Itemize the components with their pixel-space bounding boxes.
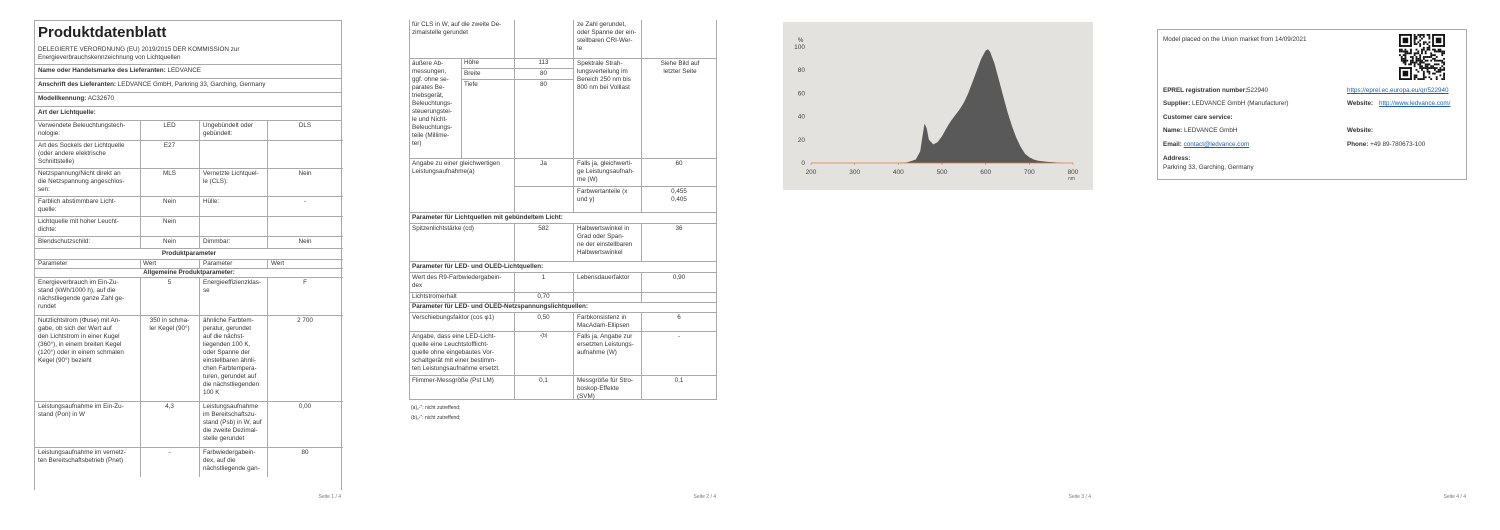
- text-line: Falls ja, gleichwerti-: [577, 160, 633, 167]
- text-line: triebsgerät,: [412, 92, 444, 99]
- text-line: ze Zahl gerundet,: [577, 21, 627, 28]
- care-name-row: Name: LEDVANCE GmbH: [1163, 127, 1238, 134]
- replacement-label: [412, 333, 500, 373]
- peak-intensity-value: 582: [538, 225, 549, 232]
- lifetime-value: 0,90: [672, 274, 686, 281]
- directional-heading: Parameter für Lichtquellen mit gebündeltem Licht:: [412, 214, 563, 221]
- param-cell: -: [168, 449, 171, 456]
- text-line: Leistungsaufnahme(a): [412, 168, 475, 175]
- y-tick-label: 20: [797, 136, 805, 144]
- text-line: quelle eine Leuchtstofflicht-: [412, 341, 489, 348]
- eprel-number: 522940: [1247, 87, 1269, 94]
- text-line: für CLS in W, auf die zweite De-: [412, 21, 502, 28]
- text-line: Halbwertswinkel in: [577, 225, 630, 232]
- param-cell: F: [303, 279, 307, 286]
- column-header: Parameter: [203, 260, 233, 267]
- text-line: MacAdam-Ellipsen: [577, 322, 630, 329]
- text-line: letzter Seite: [663, 68, 697, 75]
- text-line: parates Be-: [412, 84, 445, 91]
- supplier-row: Supplier: LEDVANCE GmbH (Manufacturer): [1163, 100, 1289, 107]
- text-line: steuerungstei-: [412, 108, 452, 115]
- param-cell: Farbwiedergabein- dex, auf die nächstliegende gan-: [203, 449, 260, 472]
- replacement-power-value: -: [677, 333, 681, 340]
- replacement-value: -(b): [539, 333, 548, 339]
- type-row: Verwendete Beleuchtungstech- nologie: LED Ungebündelt oder gebündelt: DLS: [35, 120, 343, 140]
- param-cell: 4,3: [165, 403, 174, 410]
- website-link[interactable]: http://www.ledvance.com/: [1379, 100, 1451, 107]
- text-line: stellbaren CRI-Wer-: [577, 37, 633, 44]
- text-line: quelle ohne eingebautes Vor-: [412, 349, 494, 356]
- text-line: und y): [577, 196, 595, 203]
- equivalent-value: Ja: [540, 160, 547, 167]
- type-row: Farblich abstimmbare Licht- quelle: Nein Hülle: -: [35, 196, 343, 216]
- page-number: Seite 1 / 4: [318, 494, 341, 500]
- page-1: [0, 0, 375, 530]
- page-4: [1125, 0, 1500, 530]
- lifetime-label: Lebensdauerfaktor: [577, 274, 630, 281]
- text-line: ge Leistungsaufnah-: [577, 168, 635, 175]
- type-row: Blendschutzschild: Nein Dimmbar: Nein: [35, 236, 343, 248]
- equivalent-power-watt-value: 60: [675, 160, 683, 167]
- r9-label: [412, 274, 501, 290]
- type-row: Lichtquelle mit hoher Leucht- dichte: Nein: [35, 216, 343, 236]
- eprel-link[interactable]: https://eprel.ec.europa.eu/qr/522940: [1347, 87, 1449, 94]
- column-header: Wert: [271, 260, 285, 267]
- email-link[interactable]: contact@ledvance.com: [1183, 141, 1250, 148]
- general-parameters-heading: Allgemeine Produktparameter:: [143, 269, 235, 276]
- dimension-value: 80: [539, 70, 547, 77]
- text-line: Beleuchtungs-: [412, 100, 453, 107]
- y-unit-label: %: [798, 38, 804, 44]
- eprel-label: EPREL registration number:: [1163, 87, 1248, 94]
- text-line: Halbwertswinkel: [577, 249, 623, 256]
- param-cell: Energieverbrauch im Ein-Zu- stand (kWh/1000 h), auf die nächstliegende ganze Zahl ge- rundet: [38, 279, 125, 310]
- x-tick-label: 300: [849, 169, 861, 176]
- phone-row: Phone: +49 89-780673-100: [1347, 141, 1426, 148]
- param-cell: 80: [301, 449, 309, 456]
- dimensions-label: [412, 60, 452, 148]
- page-number: Seite 2 / 4: [693, 494, 716, 500]
- text-line: Messgröße für Stro-: [577, 377, 633, 384]
- text-line: ne der einstellbaren: [577, 241, 633, 248]
- y-tick-label: 100: [794, 44, 805, 51]
- text-line: Wert des R9-Farbwiedergabein-: [412, 274, 502, 281]
- column-header: Wert: [143, 260, 157, 267]
- equivalent-power-label: [412, 160, 500, 176]
- x-tick-label: 800: [1067, 169, 1079, 176]
- datasheet-frame: [34, 20, 342, 490]
- column-header: Parameter: [38, 260, 68, 267]
- spectral-label: [577, 60, 631, 92]
- market-date: Model placed on the Union market from 14/09/2021: [1163, 36, 1307, 43]
- flicker-value: 0,1: [539, 377, 548, 384]
- dimension-value: 113: [538, 59, 549, 66]
- spectral-value: [645, 60, 715, 76]
- cls-power-label: [412, 21, 501, 37]
- y-tick-label: 0: [801, 160, 805, 167]
- supplier-row: Name oder Handelsmarke des Lieferanten: LEDVANCE: [38, 67, 201, 74]
- text-line: Farbwertanteile (x: [577, 188, 628, 195]
- x-tick-label: 600: [980, 169, 992, 176]
- param-cell: 5: [167, 279, 172, 286]
- text-line: oder Spanne der ein-: [577, 29, 637, 36]
- mains-heading: Parameter für LED- und OLED-Netzspannungslichtquellen:: [412, 303, 588, 310]
- model-row: Modellkennung: AC32670: [38, 95, 114, 102]
- text-line: zimalstelle gerundet: [412, 29, 469, 36]
- y-tick-label: 60: [797, 90, 805, 98]
- text-line: schaltgerät mit einer bestimm-: [412, 357, 497, 364]
- text-line: Angabe, dass eine LED-Licht-: [412, 333, 496, 340]
- address-row: Anschrift des Lieferanten: LEDVANCE GmbH, Parkring 33, Garching, Germany: [38, 81, 266, 88]
- type-row: Netzspannung/Nicht direkt an die Netzspannung angeschlos- sen: MLS Vernetzte Lichtquel- le (CLS): Nein: [35, 168, 343, 196]
- text-line: ggf. ohne se-: [412, 76, 449, 83]
- text-line: dex: [412, 282, 423, 289]
- text-line: 0,405: [671, 196, 687, 203]
- type-row: Art des Sockels der Lichtquelle (oder andere elektrische Schnittstelle) E27: [35, 140, 343, 168]
- x-unit-label: nm: [1068, 176, 1075, 182]
- page-2: [375, 0, 750, 530]
- address-value: Parkring 33, Garching, Germany: [1163, 164, 1254, 171]
- page2-table: [409, 20, 717, 400]
- x-tick-label: 500: [936, 169, 948, 176]
- param-cell: Leistungsaufnahme im Bereitschaftszu- stand (Psb) in W, auf die zweite Dezimal- stelle gerundet: [203, 403, 262, 442]
- chromaticity-values: [641, 188, 717, 204]
- param-cell: 0,00: [298, 403, 312, 410]
- text-line: Falls ja, Angabe zur: [577, 333, 633, 340]
- x-tick-label: 700: [1023, 169, 1035, 176]
- dimension-value: 80: [539, 81, 547, 88]
- x-tick-label: 200: [805, 169, 817, 176]
- param-cell: Energieeffizienzklas- se: [203, 279, 261, 294]
- text-line: ter): [412, 140, 422, 147]
- text-line: 800 nm bei Volllast: [577, 84, 630, 91]
- chromaticity-label: [577, 188, 627, 204]
- maintenance-value: 0,70: [537, 293, 550, 300]
- text-line: (SVM): [577, 393, 595, 400]
- x-tick-label: 400: [892, 169, 904, 176]
- text-line: Bereich 250 nm bis: [577, 76, 631, 83]
- color-consistency-label: [577, 314, 630, 330]
- product-parameters-heading: Produktparameter: [161, 250, 217, 257]
- text-line: Grad oder Span-: [577, 233, 624, 240]
- svm-value: 0,1: [674, 377, 684, 384]
- dimension-label: Tiefe: [464, 81, 478, 88]
- customer-care-heading: Customer care service:: [1163, 114, 1233, 121]
- address-label: Address:: [1163, 155, 1191, 162]
- care-website-label: Website:: [1347, 127, 1374, 134]
- displacement-label: Verschiebungsfaktor (cos φ1): [412, 314, 495, 321]
- text-line: te: [577, 45, 583, 52]
- footnote-b: (b)„-": nicht zutreffend;: [411, 415, 461, 421]
- text-line: ten Leistungsaufnahme ersetzt.: [412, 365, 500, 372]
- param-cell: Leistungsaufnahme im Ein-Zu- stand (Pon) in W: [38, 403, 124, 418]
- text-line: Farbkonsistenz in: [577, 314, 627, 321]
- page-3: [750, 0, 1125, 530]
- equivalent-power-watt-label: [577, 160, 634, 184]
- text-line: lungsverteilung im: [577, 68, 628, 75]
- replacement-power-label: [577, 333, 634, 357]
- color-consistency-value: 6: [677, 314, 681, 321]
- page-number: Seite 3 / 4: [1068, 494, 1091, 500]
- y-tick-label: 80: [797, 67, 805, 75]
- email-row: Email: contact@ledvance.com: [1163, 141, 1250, 148]
- text-line: Beleuchtungs-: [412, 124, 453, 131]
- dimension-label: Breite: [464, 70, 481, 77]
- maintenance-label: Lichtstromerhalt: [412, 293, 457, 300]
- text-line: teile (Millime-: [412, 132, 450, 139]
- text-line: Spektrale Strah-: [577, 60, 623, 67]
- peak-intensity-label: Spitzenlichtstärke (cd): [412, 225, 474, 232]
- param-cell: Nutzlichtstrom (Φuse) mit An- gabe, ob sich der Wert auf den Lichtstrom in einer Kugel (360°), in einem breiten Kegel (120°) oder in einem schmalen Kegel (90°) bezieht: [38, 317, 124, 364]
- param-cell: 350 in schma- ler Kegel (90°): [149, 317, 190, 332]
- regulation-line-1: DELEGIERTE VERORDNUNG (EU) 2019/2015 DER KOMMISSION zur: [38, 46, 240, 53]
- dimension-label: Höhe: [464, 59, 480, 66]
- displacement-value: 0,50: [537, 314, 550, 321]
- website-label: Website:: [1347, 100, 1374, 107]
- y-tick-label: 40: [797, 113, 805, 121]
- text-line: messungen,: [412, 68, 447, 75]
- svm-label: [577, 377, 633, 401]
- param-cell: 2 700: [297, 317, 313, 324]
- page-title: Produktdatenblatt: [38, 24, 167, 41]
- type-heading: Art der Lichtquelle:: [38, 109, 96, 116]
- text-line: aufnahme (W): [577, 349, 617, 356]
- text-line: Angabe zu einer gleichwertigen: [412, 160, 500, 167]
- param-cell: Leistungsaufnahme im vernetz- ten Bereitschaftsbetrieb (Pnet): [38, 449, 126, 464]
- r9-value: 1: [541, 274, 546, 281]
- text-line: 0,455: [671, 188, 687, 195]
- qr-code-icon[interactable]: [1399, 34, 1445, 80]
- spectral-distribution-chart: [783, 22, 1093, 190]
- regulation-line-2: Energieverbrauchskennzeichnung von Lichtquellen: [38, 54, 181, 61]
- text-line: boskop-Effekte: [577, 385, 619, 392]
- text-line: äußere Ab-: [412, 60, 444, 67]
- footnote-a: (a)„-": nicht zutreffend;: [411, 405, 461, 411]
- text-line: ersetzten Leistungs-: [577, 341, 634, 348]
- cri-label: [577, 21, 636, 53]
- flicker-label: Flimmer-Messgröße (Pst LM): [412, 377, 494, 384]
- text-line: me (W): [577, 176, 598, 183]
- page-number: Seite 4 / 4: [1443, 494, 1466, 500]
- led-heading: Parameter für LED- und OLED-Lichtquellen:: [412, 263, 544, 270]
- text-line: le und Nicht-: [412, 116, 448, 123]
- beam-angle-label: [577, 225, 632, 257]
- param-cell: ähnliche Farbtem- peratur, gerundet auf die nächst- liegenden 100 K, oder Spanne der einstellbaren ähnli- chen Farbtempera- turen, gerundet auf die nächstliegenden 100 K: [203, 317, 260, 396]
- beam-angle-value: 36: [675, 225, 683, 232]
- text-line: Siehe Bild auf: [660, 60, 700, 67]
